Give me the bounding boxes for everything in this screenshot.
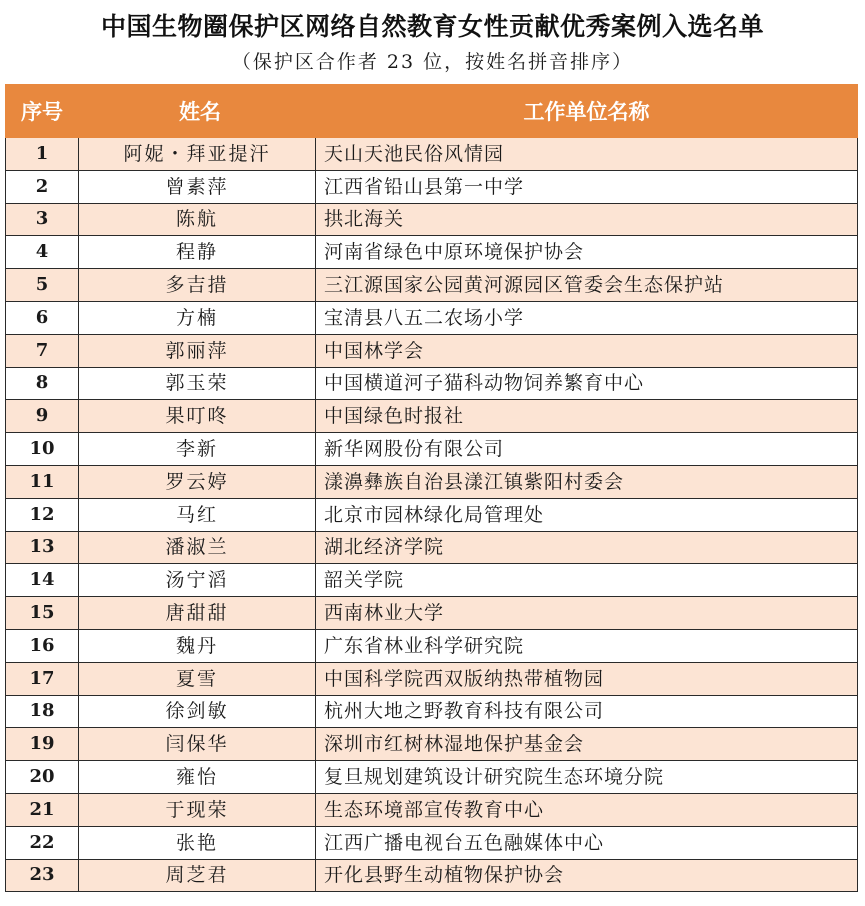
serial-number-cell: 15 <box>6 597 79 630</box>
organization-cell: 湖北经济学院 <box>316 531 858 564</box>
table-row <box>6 334 858 367</box>
organization-cell: 河南省绿色中原环境保护协会 <box>316 236 858 269</box>
serial-number-cell: 22 <box>6 826 79 859</box>
serial-number-cell: 13 <box>6 531 79 564</box>
serial-number-cell: 21 <box>6 793 79 826</box>
name-cell: 陈航 <box>79 203 316 236</box>
table-row <box>6 433 858 466</box>
serial-number-cell: 7 <box>6 334 79 367</box>
name-cell: 果叮咚 <box>79 400 316 433</box>
table-row <box>6 793 858 826</box>
name-cell: 郭玉荣 <box>79 367 316 400</box>
table-row <box>6 859 858 892</box>
table-row <box>6 826 858 859</box>
table-row <box>6 138 858 171</box>
organization-cell: 中国横道河子猫科动物饲养繁育中心 <box>316 367 858 400</box>
header-serial-number: 序号 <box>6 85 79 138</box>
name-cell: 程静 <box>79 236 316 269</box>
table-row <box>6 203 858 236</box>
table-row <box>6 498 858 531</box>
table-row <box>6 465 858 498</box>
table-row <box>6 564 858 597</box>
organization-cell: 中国林学会 <box>316 334 858 367</box>
name-cell: 周芝君 <box>79 859 316 892</box>
organization-cell: 江西广播电视台五色融媒体中心 <box>316 826 858 859</box>
serial-number-cell: 1 <box>6 138 79 171</box>
serial-number-cell: 4 <box>6 236 79 269</box>
table-row <box>6 400 858 433</box>
serial-number-cell: 2 <box>6 170 79 203</box>
table-row <box>6 761 858 794</box>
name-cell: 马红 <box>79 498 316 531</box>
name-cell: 方楠 <box>79 301 316 334</box>
header-name: 姓名 <box>79 85 316 138</box>
name-cell: 雍怡 <box>79 761 316 794</box>
organization-cell: 韶关学院 <box>316 564 858 597</box>
table-row <box>6 531 858 564</box>
organization-cell: 中国科学院西双版纳热带植物园 <box>316 662 858 695</box>
table-row <box>6 269 858 302</box>
name-cell: 罗云婷 <box>79 465 316 498</box>
table-body <box>6 138 858 892</box>
name-cell: 李新 <box>79 433 316 466</box>
table-header-row <box>6 85 858 138</box>
serial-number-cell: 6 <box>6 301 79 334</box>
serial-number-cell: 14 <box>6 564 79 597</box>
table-row <box>6 301 858 334</box>
organization-cell: 宝清县八五二农场小学 <box>316 301 858 334</box>
organization-cell: 三江源国家公园黄河源园区管委会生态保护站 <box>316 269 858 302</box>
table-row <box>6 597 858 630</box>
document-subtitle: （保护区合作者 23 位，按姓名拼音排序） <box>231 51 634 73</box>
name-cell: 曾素萍 <box>79 170 316 203</box>
serial-number-cell: 16 <box>6 629 79 662</box>
table-row <box>6 236 858 269</box>
serial-number-cell: 9 <box>6 400 79 433</box>
name-cell: 汤宁滔 <box>79 564 316 597</box>
name-cell: 于现荣 <box>79 793 316 826</box>
name-cell: 张艳 <box>79 826 316 859</box>
serial-number-cell: 23 <box>6 859 79 892</box>
organization-cell: 中国绿色时报社 <box>316 400 858 433</box>
name-cell: 郭丽萍 <box>79 334 316 367</box>
name-cell: 夏雪 <box>79 662 316 695</box>
organization-cell: 开化县野生动植物保护协会 <box>316 859 858 892</box>
organization-cell: 复旦规划建筑设计研究院生态环境分院 <box>316 761 858 794</box>
serial-number-cell: 11 <box>6 465 79 498</box>
organization-cell: 天山天池民俗风情园 <box>316 138 858 171</box>
serial-number-cell: 19 <box>6 728 79 761</box>
table-row <box>6 728 858 761</box>
serial-number-cell: 17 <box>6 662 79 695</box>
serial-number-cell: 5 <box>6 269 79 302</box>
document-title: 中国生物圈保护区网络自然教育女性贡献优秀案例入选名单 <box>100 12 764 41</box>
table-row <box>6 367 858 400</box>
organization-cell: 漾濞彝族自治县漾江镇紫阳村委会 <box>316 465 858 498</box>
serial-number-cell: 10 <box>6 433 79 466</box>
name-cell: 魏丹 <box>79 629 316 662</box>
name-cell: 阿妮・拜亚提汗 <box>79 138 316 171</box>
organization-cell: 杭州大地之野教育科技有限公司 <box>316 695 858 728</box>
name-cell: 潘淑兰 <box>79 531 316 564</box>
table-row <box>6 695 858 728</box>
name-cell: 唐甜甜 <box>79 597 316 630</box>
table-row <box>6 629 858 662</box>
serial-number-cell: 8 <box>6 367 79 400</box>
organization-cell: 广东省林业科学研究院 <box>316 629 858 662</box>
serial-number-cell: 20 <box>6 761 79 794</box>
table-row <box>6 662 858 695</box>
organization-cell: 新华网股份有限公司 <box>316 433 858 466</box>
serial-number-cell: 3 <box>6 203 79 236</box>
name-cell: 徐剑敏 <box>79 695 316 728</box>
organization-cell: 拱北海关 <box>316 203 858 236</box>
organization-cell: 江西省铅山县第一中学 <box>316 170 858 203</box>
name-cell: 多吉措 <box>79 269 316 302</box>
organization-cell: 生态环境部宣传教育中心 <box>316 793 858 826</box>
organization-cell: 深圳市红树林湿地保护基金会 <box>316 728 858 761</box>
serial-number-cell: 18 <box>6 695 79 728</box>
selection-list-table <box>5 84 858 892</box>
header-organization: 工作单位名称 <box>316 85 858 138</box>
name-cell: 闫保华 <box>79 728 316 761</box>
serial-number-cell: 12 <box>6 498 79 531</box>
organization-cell: 西南林业大学 <box>316 597 858 630</box>
table-row <box>6 170 858 203</box>
organization-cell: 北京市园林绿化局管理处 <box>316 498 858 531</box>
